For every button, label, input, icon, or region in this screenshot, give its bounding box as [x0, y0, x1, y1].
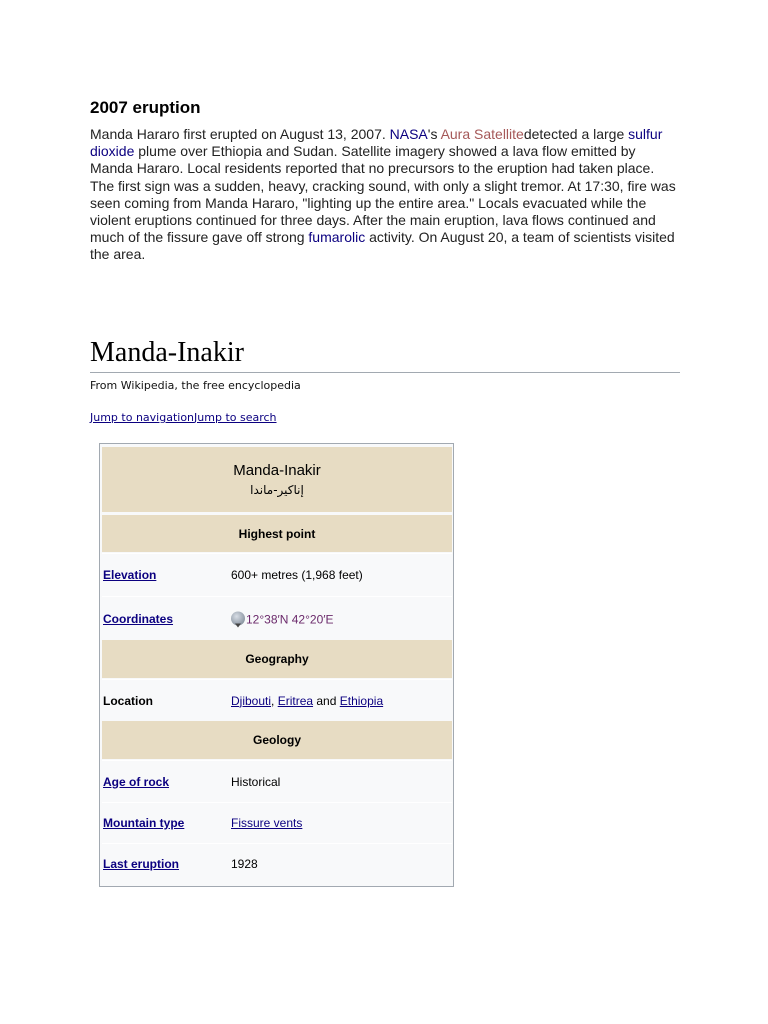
globe-icon[interactable] — [231, 611, 245, 625]
coordinates-text[interactable]: 12°38′N 42°20′E — [246, 612, 334, 626]
paragraph-text: Manda Hararo first erupted on August 13, 2007. — [90, 126, 390, 142]
eruption-paragraph — [90, 126, 680, 264]
age-of-rock-link[interactable]: Age of rock — [103, 774, 170, 789]
section-label: Geology — [252, 733, 301, 747]
paragraph-text: plume over Ethiopia and Sudan. Satellite imagery showed a lava flow emitted by Manda Hararo. Local residents reported that no precursors to the eruption had taken place. The first sign was a sudden, heavy, cracking sound, with only a slight tremor. At 17:30, fire was seen coming from Manda Hararo, "lighting up the entire area." Locals evacuated while the violent eruptions continued for three days. After the main eruption, lava flows continued and much of the fissure gave off strong — [90, 143, 676, 246]
site-tagline: From Wikipedia, the free encyclopedia — [90, 379, 301, 392]
paragraph-text: activity. On August 20, a team of scientists visited the area. — [90, 229, 675, 263]
article-title: Manda-Inakir — [90, 336, 680, 373]
eritrea-link[interactable]: Eritrea — [277, 693, 314, 708]
infobox-section-highest-point — [102, 515, 452, 552]
infobox-row-coordinates — [102, 596, 452, 640]
djibouti-link[interactable]: Djibouti — [231, 693, 272, 708]
location-label: Location — [103, 693, 153, 708]
infobox-native-name: إناكير-ماندا — [250, 483, 304, 497]
infobox-row-last-eruption — [102, 843, 452, 884]
fumarolic-link[interactable]: fumarolic — [308, 229, 366, 246]
infobox-title-cell — [102, 447, 452, 512]
aura-satellite-link[interactable]: Aura Satellite — [440, 126, 524, 142]
paragraph-text: 's — [427, 126, 441, 142]
mountain-type-link[interactable]: Mountain type — [103, 816, 185, 830]
last-eruption-link[interactable]: Last eruption — [103, 857, 180, 871]
separator-text: , — [271, 693, 278, 708]
coordinates-value[interactable] — [231, 611, 334, 626]
separator-text: and — [313, 693, 340, 708]
section-label: Highest point — [238, 526, 316, 541]
infobox-title: Manda-Inakir — [233, 462, 321, 479]
fissure-vents-link[interactable]: Fissure vents — [231, 816, 303, 830]
coordinates-link[interactable]: Coordinates — [103, 611, 174, 626]
last-eruption-value: 1928 — [231, 857, 258, 871]
paragraph-text: detected a large — [523, 126, 629, 142]
jump-to-navigation-link[interactable]: Jump to navigation — [90, 411, 195, 424]
mountain-type-value — [231, 816, 302, 830]
jump-to-search-link[interactable]: Jump to search — [194, 411, 277, 424]
infobox-row-mountain-type — [102, 802, 452, 843]
section-label: Geography — [245, 652, 309, 666]
ethiopia-link[interactable]: Ethiopia — [339, 693, 384, 708]
nasa-link[interactable]: NASA — [389, 126, 428, 142]
age-of-rock-value: Historical — [231, 774, 281, 789]
infobox-row-elevation — [102, 553, 452, 596]
elevation-link[interactable]: Elevation — [103, 568, 157, 582]
sulfur-dioxide-link[interactable]: sulfur dioxide — [90, 126, 663, 160]
infobox-row-location — [102, 679, 452, 721]
location-value — [231, 694, 383, 708]
infobox-section-geography — [102, 640, 452, 678]
infobox-row-age-of-rock — [102, 760, 452, 802]
infobox — [99, 443, 454, 887]
section-heading-2007-eruption: 2007 eruption — [90, 98, 201, 117]
jump-links — [90, 411, 277, 424]
infobox-section-geology — [102, 721, 452, 759]
elevation-value: 600+ metres (1,968 feet) — [231, 568, 363, 582]
